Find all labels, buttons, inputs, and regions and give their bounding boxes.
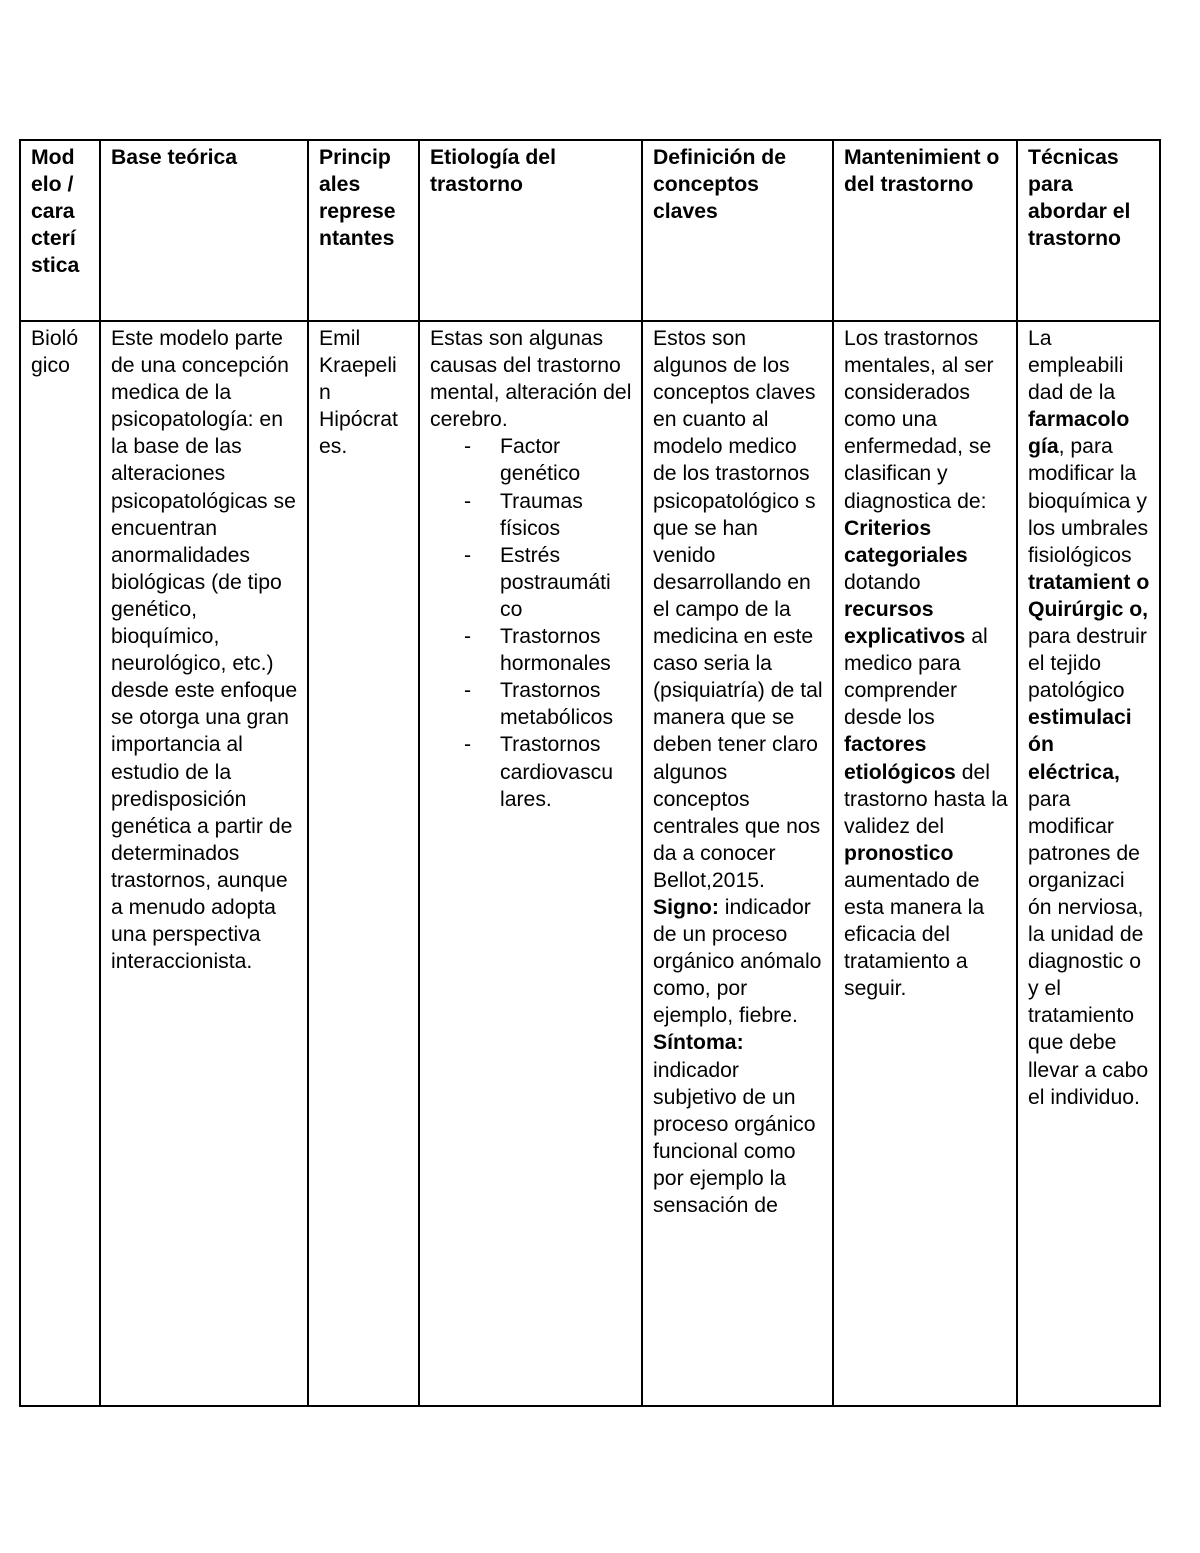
sintoma-label: Síntoma: [653, 1031, 744, 1055]
cell-etiologia [419, 321, 642, 1406]
mantenimiento-bold-3: factores etiológicos [844, 733, 956, 784]
tecnicas-bold-1: farmacolo gía [1028, 408, 1130, 459]
mantenimiento-bold-4: pronostico [844, 841, 954, 865]
list-item: - Trastornos hormonales [500, 623, 633, 677]
list-item: - Estrés postraumáti co [500, 542, 633, 623]
header-tecnicas: Técnicas para abordar el trastorno [1017, 140, 1160, 321]
header-definicion: Definición de conceptos claves [642, 140, 833, 321]
cell-representantes [308, 321, 419, 1406]
sintoma-text: indicador subjetivo de un proceso orgánico funcional como por ejemplo la sensación de [653, 1058, 816, 1217]
definicion-intro: Estos son algunos de los conceptos claves en cuanto al modelo medico de los trastornos psicopatológico s que se han venido desarrollando en el campo de la medicina en este caso seria la (psiquiatría) de tal manera que se deben tener claro algunos conceptos centrales que nos da a conocer Bellot,2015. [653, 327, 823, 892]
list-item: - Traumas físicos [500, 488, 633, 542]
mantenimiento-text-5: aumentado de esta manera la eficacia del tratamiento a seguir. [844, 868, 985, 1001]
tecnicas-bold-2: tratamient o [1028, 570, 1150, 594]
header-etiologia: Etiología del trastorno [419, 140, 642, 321]
tecnicas-bold-4: estimulaci ón eléctrica, [1028, 706, 1132, 784]
tecnicas-text-3: para destruir el tejido patológico [1028, 625, 1147, 703]
tecnicas-text-1: La empleabili dad de la [1028, 327, 1124, 405]
signo-label: Signo: [653, 895, 719, 919]
table-row [20, 321, 1160, 1406]
header-base-teorica: Base teórica [100, 140, 308, 321]
signo-text: indicador de un proceso orgánico anómalo como, por ejemplo, fiebre. [653, 895, 822, 1028]
tecnicas-text-2: , para modificar la bioquímica y los umbrales fisiológicos [1028, 435, 1149, 567]
mantenimiento-text-3: al medico para comprender desde los [844, 625, 988, 730]
table-header-row [20, 140, 1160, 321]
etiologia-intro: Estas son algunas causas del trastorno mental, alteración del cerebro. [430, 327, 632, 432]
cell-mantenimiento [833, 321, 1017, 1406]
tecnicas-text-4: para modificar patrones de organizaci ón nerviosa, la unidad de diagnostic o y el tratamiento que debe llevar a cabo el individuo. [1028, 787, 1149, 1109]
etiologia-list [430, 433, 633, 812]
header-representantes: Princip ales represe ntantes [308, 140, 419, 321]
cell-base-teorica: Este modelo parte de una concepción medica de la psicopatología: en la base de las alteraciones psicopatológicas se encuentran anormalidades biológicas (de tipo genético, bioquímico, neurológico, etc.) desde este enfoque se otorga una gran importancia al estudio de la predisposición genética a partir de determinados trastornos, aunque a menudo adopta una perspectiva interaccionista. [100, 321, 308, 1406]
mantenimiento-text-4: del trastorno hasta la validez del [844, 760, 1008, 838]
cell-tecnicas [1017, 321, 1160, 1406]
list-item: - Trastornos cardiovascu lares. [500, 731, 633, 812]
cell-definicion [642, 321, 833, 1406]
list-item: - Trastornos metabólicos [500, 677, 633, 731]
header-mantenimiento: Mantenimient o del trastorno [833, 140, 1017, 321]
cell-modelo: Bioló gico [20, 321, 100, 1406]
representante-2: Hipócrat es. [319, 408, 398, 459]
mantenimiento-bold-1: Criterios categoriales [844, 516, 968, 567]
list-item: - Factor genético [500, 433, 633, 487]
header-modelo: Mod elo / cara cterí stica [20, 140, 100, 321]
mantenimiento-bold-2: recursos explicativos [844, 597, 966, 649]
mantenimiento-text-1: Los trastornos mentales, al ser considerados como una enfermedad, se clasifican y diagnostica de: [844, 327, 994, 513]
tecnicas-bold-3: Quirúrgic o, [1028, 597, 1149, 621]
model-comparison-table [19, 139, 1161, 1407]
representante-1: Emil Kraepeli n [319, 327, 397, 405]
mantenimiento-text-2: dotando [844, 570, 921, 594]
